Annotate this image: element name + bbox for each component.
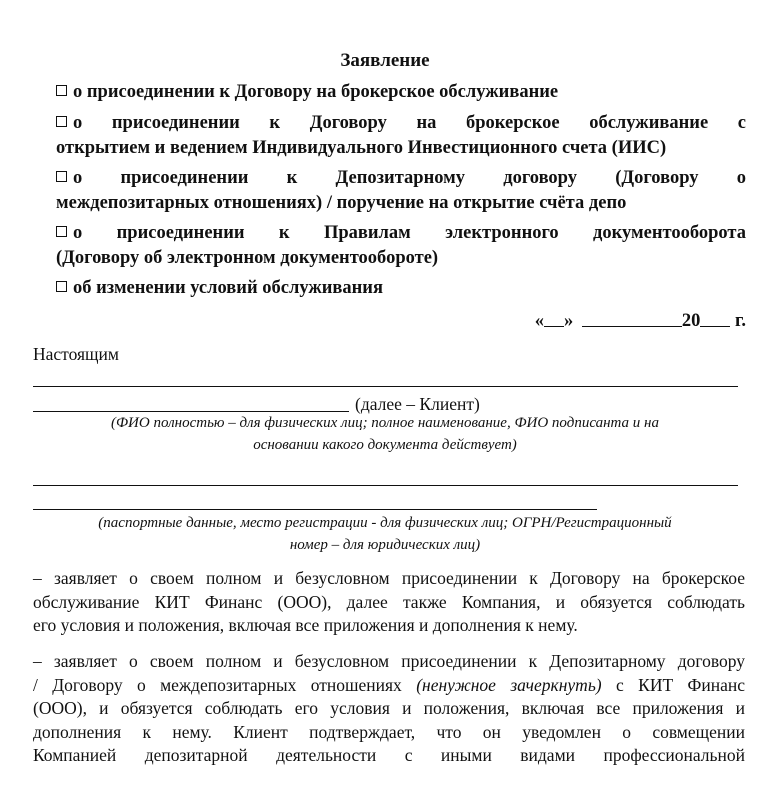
name-hint: (ФИО полностью – для физических лиц; полное наименование, ФИО подписанта и на основании какого документа действует) (111, 415, 659, 453)
passport-line[interactable] (33, 485, 738, 486)
paragraph-depository: – заявляет о своем полном и безусловном присоединении к Депозитарному договору / Договору о междепозитарных отношениях (ненужное зачеркнуть) с КИТ Финанс (ООО), и обязуется соблюдать его условия и положения, включая все приложения и дополнения к нему. Клиент подтверждает, что он уведомлен о совмещении Компанией депозитарной деятельности с иными видами профессиональной (33, 651, 746, 765)
checkbox-icon[interactable] (56, 171, 67, 182)
document-title: Заявление (340, 50, 430, 71)
option-change-terms[interactable]: об изменении условий обслуживания (56, 276, 746, 301)
checkbox-icon[interactable] (56, 116, 67, 127)
checkbox-icon[interactable] (56, 281, 67, 292)
passport-hint: (паспортные данные, место регистрации - для физических лиц; ОГРН/Регистрационный номер – для юридических лиц) (98, 515, 672, 553)
option-brokerage[interactable]: о присоединении к Договору на брокерское обслуживание (56, 80, 746, 105)
client-name-line[interactable] (33, 386, 738, 387)
month-blank[interactable] (582, 310, 682, 327)
year-blank[interactable] (700, 310, 730, 327)
checkbox-icon[interactable] (56, 85, 67, 96)
option-iis[interactable]: о присоединении к Договору на брокерское обслуживание с открытием и ведением Индивидуального Инвестиционного счета (ИИС) (56, 113, 746, 158)
intro-text: Настоящим (33, 344, 119, 364)
option-edo[interactable]: о присоединении к Правилам электронного документооборота (Договору об электронном документообороте) (56, 223, 746, 268)
checkbox-icon[interactable] (56, 226, 67, 237)
date-field[interactable]: « » 20 г. (534, 311, 746, 331)
client-suffix: (далее – Клиент) (355, 394, 480, 414)
day-blank[interactable] (544, 310, 564, 327)
option-depository[interactable]: о присоединении к Депозитарному договору (Договору о междепозитарных отношениях) / поручение на открытие счёта депо (56, 168, 746, 213)
passport-line-2[interactable] (33, 509, 597, 510)
paragraph-brokerage: – заявляет о своем полном и безусловном присоединении к Договору на брокерское обслуживание КИТ Финанс (ООО), далее также Компания, и обязуется соблюдать его условия и положения, включая все приложения и дополнения к нему. (33, 568, 745, 635)
